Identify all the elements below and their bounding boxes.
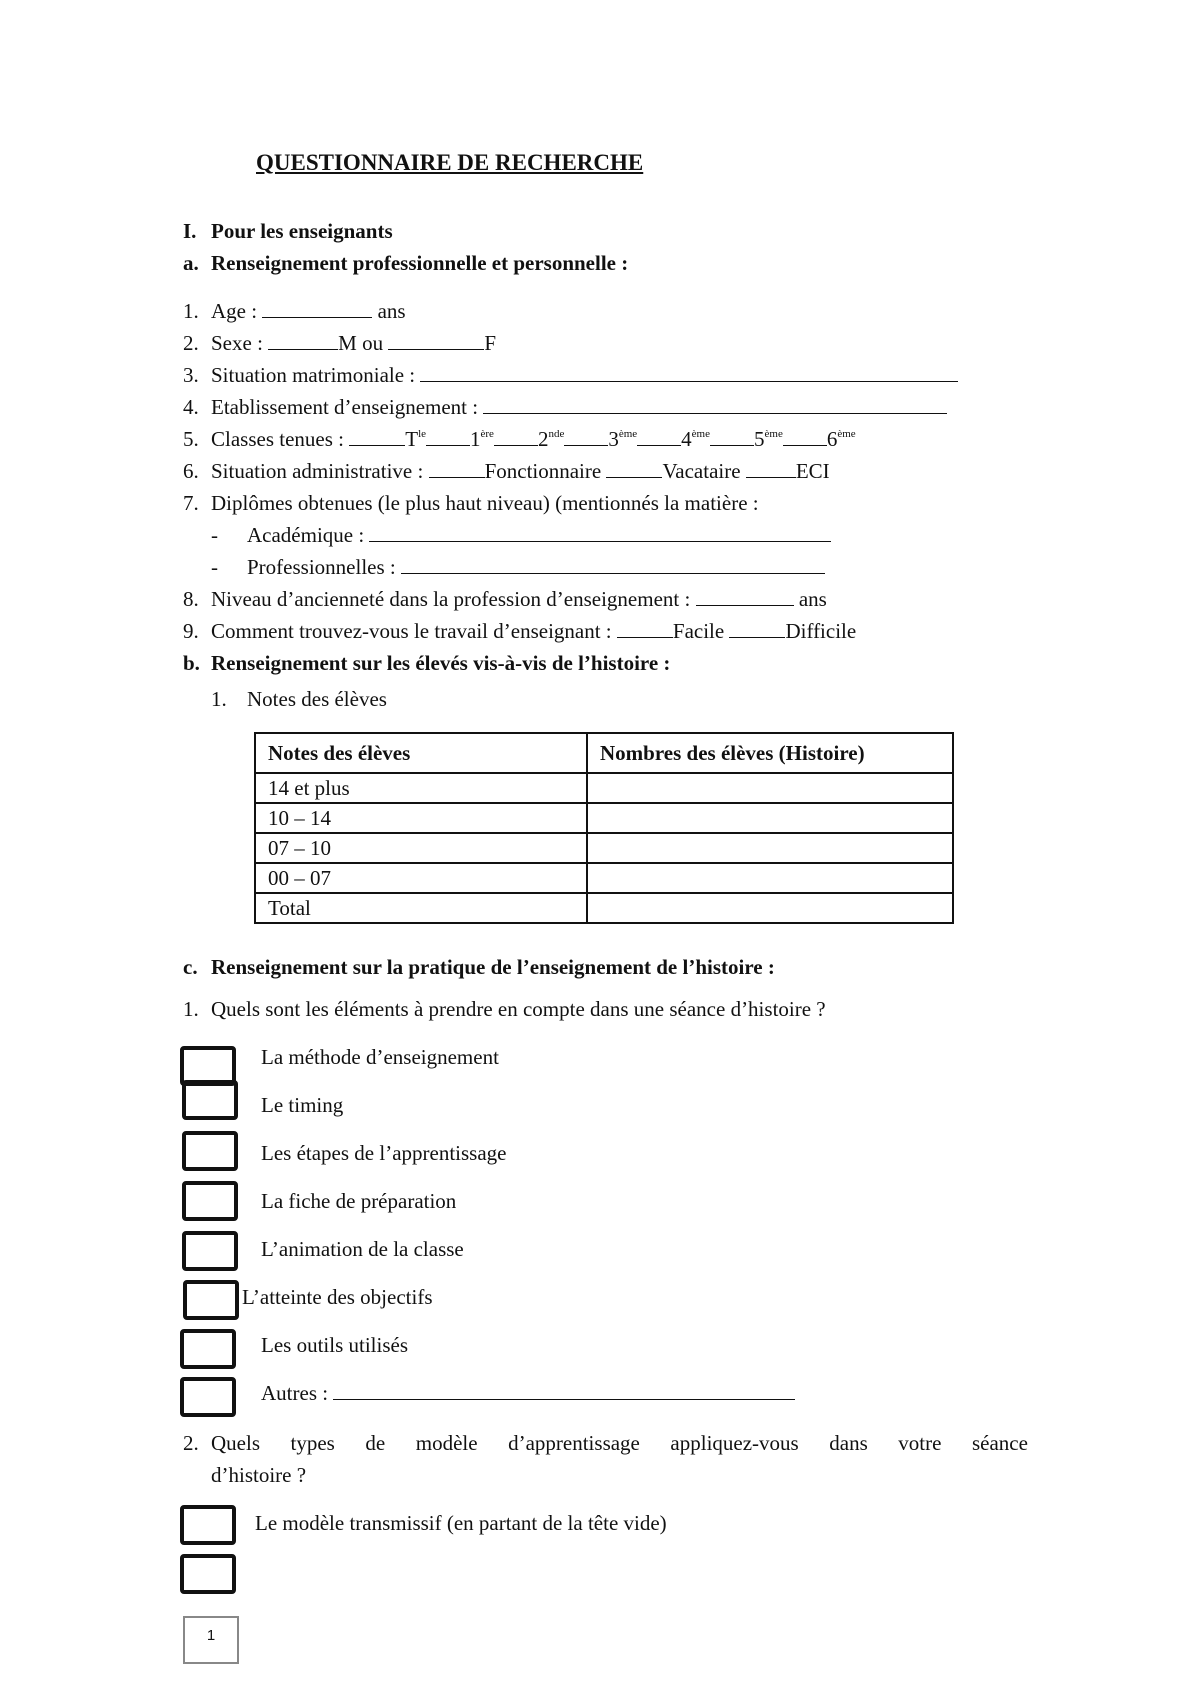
- table-cell-count[interactable]: [587, 833, 953, 863]
- diplome-academique: [211, 522, 831, 548]
- question-number: 4.: [183, 395, 199, 419]
- class-blank[interactable]: [710, 427, 754, 446]
- sub-label: Professionnelles :: [247, 555, 396, 579]
- class-blank[interactable]: [564, 427, 608, 446]
- class-blank[interactable]: [494, 427, 538, 446]
- checkbox-outils[interactable]: [180, 1329, 236, 1369]
- table-cell-note-range: 00 – 07: [255, 863, 587, 893]
- class-label: [681, 427, 710, 451]
- page-title: QUESTIONNAIRE DE RECHERCHE: [256, 150, 644, 175]
- checkbox-animation[interactable]: [182, 1231, 238, 1271]
- class-base: T: [405, 427, 419, 451]
- professionnelles-blank[interactable]: [401, 555, 825, 574]
- notes-table: [254, 732, 954, 924]
- question-label: Situation administrative :: [211, 459, 424, 483]
- question-number: 7.: [183, 491, 199, 515]
- class-blank[interactable]: [426, 427, 470, 446]
- vacataire-blank[interactable]: [606, 459, 662, 478]
- question-number: 2.: [183, 1431, 199, 1455]
- table-row: [255, 833, 953, 863]
- question-modeles-apprentissage: [183, 1430, 1028, 1456]
- situation-matrimoniale-blank[interactable]: [420, 363, 958, 382]
- question-label: Niveau d’ancienneté dans la profession d’enseignement :: [211, 587, 691, 611]
- option-label: F: [484, 331, 497, 355]
- option-fiche: La fiche de préparation: [261, 1189, 457, 1213]
- option-methode: La méthode d’enseignement: [261, 1045, 499, 1069]
- section-number: a.: [183, 251, 199, 275]
- table-header-notes: Notes des élèves: [255, 733, 587, 773]
- section-heading-i: [183, 218, 393, 244]
- question-elements-seance: [183, 996, 826, 1022]
- question-word: appliquez-vous: [670, 1431, 799, 1455]
- list-dash: -: [211, 523, 218, 547]
- anciennete-blank[interactable]: [696, 587, 794, 606]
- option-outils: Les outils utilisés: [261, 1333, 408, 1357]
- class-superscript: ère: [480, 428, 494, 440]
- option-timing: Le timing: [261, 1093, 344, 1117]
- notes-table-body: [255, 773, 953, 923]
- facile-blank[interactable]: [617, 619, 673, 638]
- checkbox-modele-2[interactable]: [180, 1554, 236, 1594]
- class-superscript: ème: [691, 428, 710, 440]
- option-autres: [261, 1380, 795, 1406]
- question-number: 5.: [183, 427, 199, 451]
- unit-label: ans: [798, 587, 827, 611]
- question-label-line1: [211, 1430, 1028, 1456]
- section-label: Renseignement sur la pratique de l’enseignement de l’histoire :: [211, 955, 775, 979]
- unit-label: ans: [377, 299, 406, 323]
- class-label: [405, 427, 426, 451]
- question-sexe: [183, 330, 496, 356]
- class-base: 5: [754, 427, 765, 451]
- table-cell-note-range: Total: [255, 893, 587, 923]
- question-anciennete: [183, 586, 827, 612]
- question-age: [183, 298, 406, 324]
- option-label: Fonctionnaire: [484, 459, 602, 483]
- question-number: 8.: [183, 587, 199, 611]
- class-superscript: ème: [837, 428, 856, 440]
- class-base: 4: [681, 427, 692, 451]
- checkbox-etapes[interactable]: [182, 1131, 238, 1171]
- classes-list: [349, 427, 855, 451]
- question-classes-tenues: [183, 426, 856, 452]
- table-header-nombres: Nombres des élèves (Histoire): [587, 733, 953, 773]
- checkbox-timing[interactable]: [182, 1080, 238, 1120]
- class-superscript: ème: [618, 428, 638, 440]
- checkbox-objectifs[interactable]: [183, 1280, 239, 1320]
- question-label: Notes des élèves: [247, 687, 387, 711]
- table-row: [255, 893, 953, 923]
- question-word: Quels: [211, 1431, 260, 1455]
- option-objectifs: L’atteinte des objectifs: [242, 1285, 433, 1309]
- section-label: Pour les enseignants: [211, 219, 393, 243]
- section-heading-b: [183, 650, 670, 676]
- page-number: 1: [183, 1616, 239, 1664]
- section-number: b.: [183, 651, 200, 675]
- question-label: Age :: [211, 299, 258, 323]
- list-dash: -: [211, 555, 218, 579]
- class-base: 1: [470, 427, 481, 451]
- option-label: Difficile: [785, 619, 857, 643]
- question-travail-enseignant: [183, 618, 856, 644]
- difficile-blank[interactable]: [729, 619, 785, 638]
- option-label: M ou: [338, 331, 384, 355]
- class-base: 3: [608, 427, 619, 451]
- table-cell-count[interactable]: [587, 803, 953, 833]
- question-number: 9.: [183, 619, 199, 643]
- question-label: Diplômes obtenues (le plus haut niveau) (mentionnés la matière :: [211, 491, 759, 515]
- table-cell-note-range: 14 et plus: [255, 773, 587, 803]
- section-number: c.: [183, 955, 198, 979]
- class-label: [608, 427, 637, 451]
- table-row: [255, 863, 953, 893]
- class-superscript: nde: [548, 428, 565, 440]
- class-base: 6: [826, 427, 838, 451]
- diplome-professionnelles: [211, 554, 825, 580]
- class-label: [827, 427, 856, 451]
- question-word: de: [365, 1431, 386, 1455]
- question-word: types: [290, 1431, 335, 1455]
- option-modele-transmissif: Le modèle transmissif (en partant de la tête vide): [255, 1511, 667, 1535]
- class-label: [538, 427, 564, 451]
- option-label: Vacataire: [662, 459, 741, 483]
- section-number: I.: [183, 219, 197, 243]
- table-row: [255, 773, 953, 803]
- sexe-f-blank[interactable]: [388, 331, 484, 350]
- table-cell-note-range: 07 – 10: [255, 833, 587, 863]
- question-diplomes: [183, 490, 759, 516]
- option-label: Facile: [672, 619, 725, 643]
- age-blank[interactable]: [262, 299, 372, 318]
- question-word: modèle: [415, 1431, 478, 1455]
- sub-label: Académique :: [247, 523, 365, 547]
- section-label: Renseignement sur les élevés vis-à-vis de l’histoire :: [211, 651, 671, 675]
- eci-blank[interactable]: [746, 459, 796, 478]
- class-blank[interactable]: [349, 427, 405, 446]
- question-number: 2.: [183, 331, 199, 355]
- option-label: Autres :: [261, 1381, 329, 1405]
- class-blank[interactable]: [783, 427, 827, 446]
- question-label: Etablissement d’enseignement :: [211, 395, 479, 419]
- table-cell-count[interactable]: [587, 773, 953, 803]
- class-label: [470, 427, 494, 451]
- section-heading-c: [183, 954, 775, 980]
- autres-blank[interactable]: [333, 1381, 795, 1400]
- question-situation-administrative: [183, 458, 830, 484]
- class-superscript: ème: [764, 428, 783, 440]
- table-cell-count[interactable]: [587, 893, 953, 923]
- option-etapes: Les étapes de l’apprentissage: [261, 1141, 507, 1165]
- checkbox-modele-transmissif[interactable]: [180, 1505, 236, 1545]
- etablissement-blank[interactable]: [483, 395, 947, 414]
- question-label: Classes tenues :: [211, 427, 344, 451]
- question-label-line2: d’histoire ?: [211, 1463, 307, 1487]
- question-word: votre: [898, 1431, 942, 1455]
- question-number: 1.: [183, 299, 199, 323]
- question-word: d’apprentissage: [508, 1431, 640, 1455]
- checkbox-autres[interactable]: [180, 1377, 236, 1417]
- table-cell-count[interactable]: [587, 863, 953, 893]
- section-heading-a: [183, 250, 628, 276]
- table-header-row: [255, 733, 953, 773]
- notes-eleves-item: [211, 686, 387, 712]
- question-number: 3.: [183, 363, 199, 387]
- question-etablissement: [183, 394, 947, 420]
- question-label: Quels sont les éléments à prendre en compte dans une séance d’histoire ?: [211, 997, 826, 1021]
- class-label: [754, 427, 783, 451]
- option-animation: L’animation de la classe: [261, 1237, 464, 1261]
- class-base: 2: [537, 427, 549, 451]
- question-label: Sexe :: [211, 331, 263, 355]
- class-blank[interactable]: [637, 427, 681, 446]
- sexe-m-blank[interactable]: [268, 331, 338, 350]
- class-superscript: le: [418, 428, 427, 440]
- question-number: 1.: [183, 997, 199, 1021]
- table-cell-note-range: 10 – 14: [255, 803, 587, 833]
- checkbox-fiche[interactable]: [182, 1181, 238, 1221]
- question-label: Situation matrimoniale :: [211, 363, 416, 387]
- question-word: séance: [971, 1431, 1028, 1455]
- table-row: [255, 803, 953, 833]
- academique-blank[interactable]: [369, 523, 831, 542]
- option-label: ECI: [795, 459, 830, 483]
- section-label: Renseignement professionnelle et personnelle :: [211, 251, 629, 275]
- question-word: dans: [829, 1431, 868, 1455]
- question-situation-matrimoniale: [183, 362, 958, 388]
- fonctionnaire-blank[interactable]: [429, 459, 485, 478]
- question-number: 6.: [183, 459, 199, 483]
- question-label: Comment trouvez-vous le travail d’enseignant :: [211, 619, 612, 643]
- question-number: 1.: [211, 687, 227, 711]
